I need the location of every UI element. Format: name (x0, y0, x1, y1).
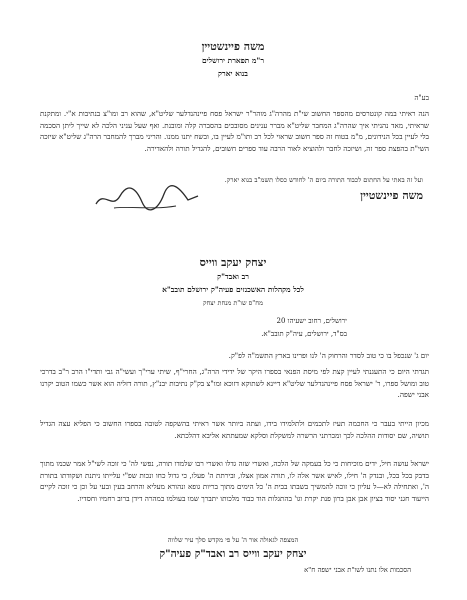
letter2-title-line3: מח"ס שו"ת מנחת יצחק (202, 299, 264, 307)
letter2-title-line1: רב ואבד"ק (217, 272, 249, 281)
letter1-handwritten-signature (92, 184, 202, 214)
letter2-address-line2: בס"ד, ירושלים, עיה"ק תובב"א. (261, 330, 347, 338)
letter2-signature: יצחק יעקב ווייס רב ואבד"ק פעיה"ק (159, 548, 307, 560)
letter2-title-line2: לכל מקהלות האשכנזים פעיה"ק ירושלם תובב"א (162, 285, 304, 294)
letter1-title-line2: בנוא יארק (218, 69, 248, 78)
letter1-title-line1: ר"מ תפארת ירושלים (201, 56, 265, 65)
letter1-salutation: בע"ה (414, 94, 429, 102)
letter1-name-header: משה פיינשטיין (201, 40, 265, 53)
letter1-closing: ועל זה באתי על החתום לכבוד התורה ביום ה' לחודש כסלו תשמ"ב בנוא יארק. (224, 176, 423, 184)
letter2-footnote: הסכמות אלו נתנו לשו"ת אבני ישפה ח"א (304, 566, 411, 574)
letter2-paragraph-1: יום ג' שנכפל בו כי טוב לסדר והרחוק ה' לנו ופרינו בארץ התשמ"ה לפ"ק. (228, 351, 429, 360)
letter2-name-header: יצחק יעקב ווייס (199, 256, 267, 269)
letter1-body: הנה ראיתי במה קונטרסים מהספר החשוב שי"ת מהרה"ג מוהר"ר ישראל פסח פיינהנדלער שליט"א, שהוא רב ומו"צ בנתיבות א"י. ומתקנת שראיתי, מאד נהניתי איך שהרה"ג המחבר שליט"א מברר ענינים מסובכים בהסברה קלה ומובנת. ואף שעל עניני הלכה לא שייך ליתן הסכמה בלי לעיין בכל הנידונים, מ"מ בטוח זה ספר חשוב שראוי לכל רב ותו"מ לעיין בו, ובשח יתנו ממנו. והריני מברך להמחבר הרה"ג שליט"א שיזכה השי"ת בהפצת ספר זה, ושיזכה לחבר ולהוציא לאור הרבה עוד ספרים חשובים, להגדיל תורה ולהאדירה. (40, 109, 429, 154)
letter2-paragraph-2: תגדתי היום כי התעגנתי לעיין קצת לפי מיסת הפנאי בספרו היקר של ידידי הרה"ג, החרי"ף, שיתי ערי"ך ועשי"ה גבי ותדי"ו הרב ר"ב בדרכי טוב ומושל ספרו, ר' ישראל פסח פיינהנדלער שליט"א דיינא לשתוקא דזוכא ומו"צ בק"ק נתיבות יבנ"ץ, תורה דזליה הוא אשר כשמו הטוב יקרנו אבני ישפה. (40, 367, 429, 400)
letter2-closing-line: המצפה לגאולה אור ה' על פי מקדש סלך עיר שלווה (167, 536, 299, 544)
letter2-paragraph-3: מכיון הייתי בעבר כי החכמה תעיז לתכמים ולתלמידו בידו, ועתה ביותר אשר ראיתי בהשקפה לטובה בספרו החשוב כי הפליא עצה הגדיל תושיה, שם יסודות ההלכה לכך ומכרתני הרשרה למשקלת וסלקא שמעתתא אליבא דהלכתא. (40, 419, 429, 440)
letter1-signature: משה פיינשטיין (360, 189, 423, 202)
letter2-address-line1: ירושלים, רחוב ישעיהו 20 (276, 317, 347, 325)
letter2-paragraph-4: ישראל עושה חיל, ידים מוכיחות כי כל בעמקה של הלכה, ואשרי שזה גדלו ואשרי רבו שלמדו תורה, נפשי לה' כי זוכה לשי"ל אמר שכמו מתוך בדבק בכל בכל, ובנדק ה' חילו, לאיש אשר אלה לו, תורה אמון אצלו, ובירתת ה' פעלו, כי גדול כחו ונכות שפ"י עלייתו ניתנת ושקודתו בתורת ה', ואתחילה לא—ל עליון כי זוכה להמשיך בשבתו בבית ה' כל הימים מתוך בריות גופא ונהורא מעליא והרחב בעין ובעי על וכן כי זוכה לקיים הייעוד חגני יסוד בציון אבן אבן ברון פנת יקרת וגו' בהתגלות הוד כבוד מלכותו יתברך שמו בעולמו במהרה דידן ברוב רחמיו וחסדיו. (40, 459, 429, 504)
